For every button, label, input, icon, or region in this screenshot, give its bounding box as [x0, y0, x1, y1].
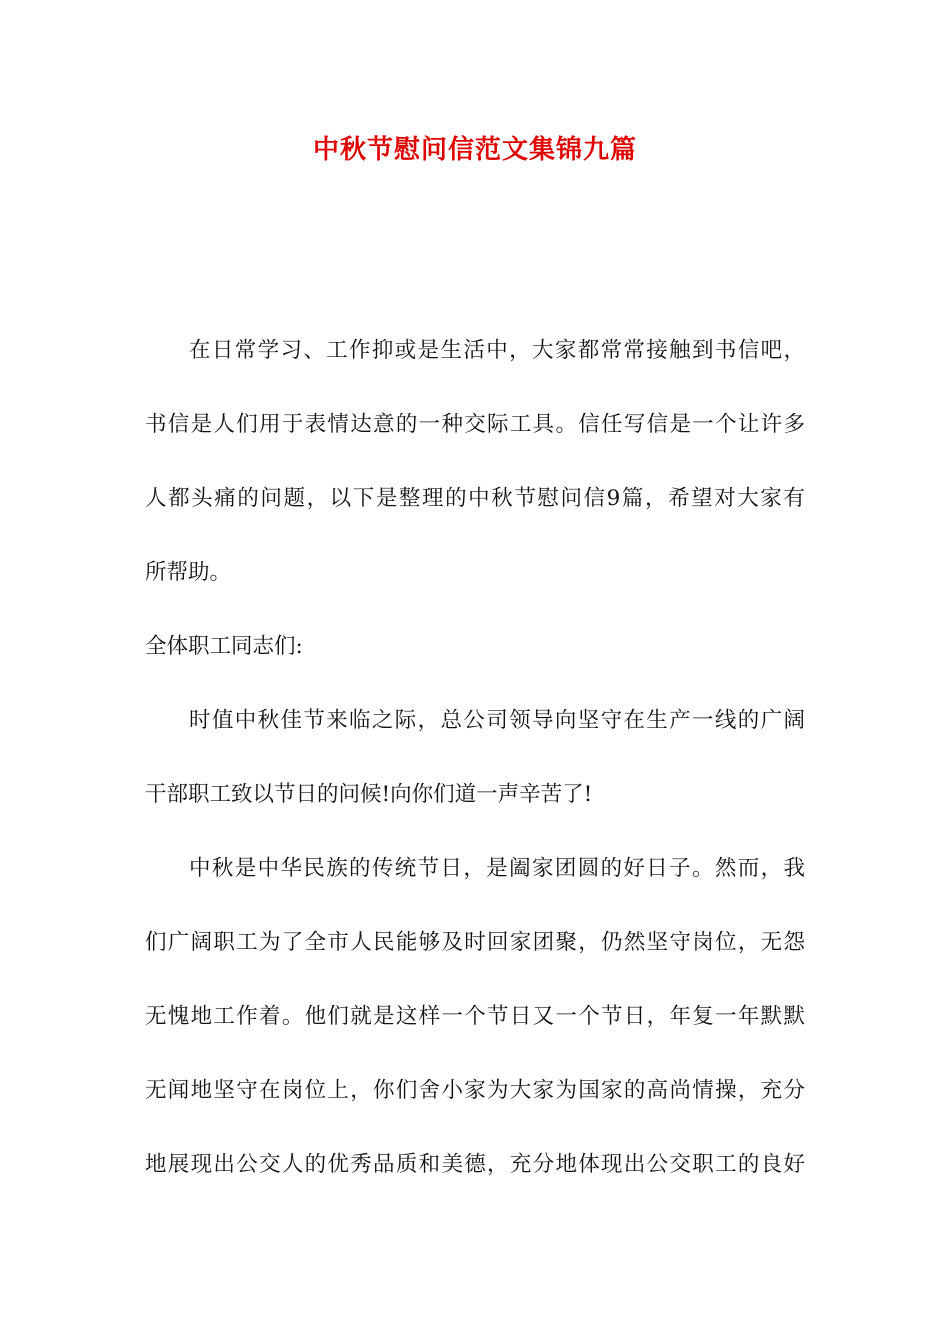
document-title: 中秋节慰问信范文集锦九篇	[312, 135, 637, 165]
document-body	[145, 314, 805, 1202]
paragraph-line: 无闻地坚守在岗位上，你们舍小家为大家为国家的高尚情操，充分	[145, 1078, 805, 1103]
paragraph-line: 中秋是中华民族的传统节日，是阖家团圆的好日子。然而，我	[189, 856, 805, 881]
paragraph-line: 在日常学习、工作抑或是生活中，大家都常常接触到书信吧，	[189, 338, 805, 363]
paragraph-line: 们广阔职工为了全市人民能够及时回家团聚，仍然坚守岗位，无怨	[145, 930, 805, 955]
paragraph-line: 时值中秋佳节来临之际，总公司领导向坚守在生产一线的广阔	[189, 708, 805, 733]
paragraph-line: 书信是人们用于表情达意的一种交际工具。信任写信是一个让许多	[145, 412, 805, 437]
paragraph-line: 地展现出公交人的优秀品质和美德，充分地体现出公交职工的良好	[145, 1152, 805, 1177]
paragraph-line: 无愧地工作着。他们就是这样一个节日又一个节日，年复一年默默	[145, 1004, 805, 1029]
paragraph-line: 干部职工致以节日的问候!向你们道一声辛苦了!	[145, 782, 593, 807]
paragraph-line: 所帮助。	[145, 560, 232, 585]
salutation-line: 全体职工同志们:	[145, 634, 303, 659]
paragraph-line: 人都头痛的问题，以下是整理的中秋节慰问信9篇，希望对大家有	[145, 486, 805, 511]
